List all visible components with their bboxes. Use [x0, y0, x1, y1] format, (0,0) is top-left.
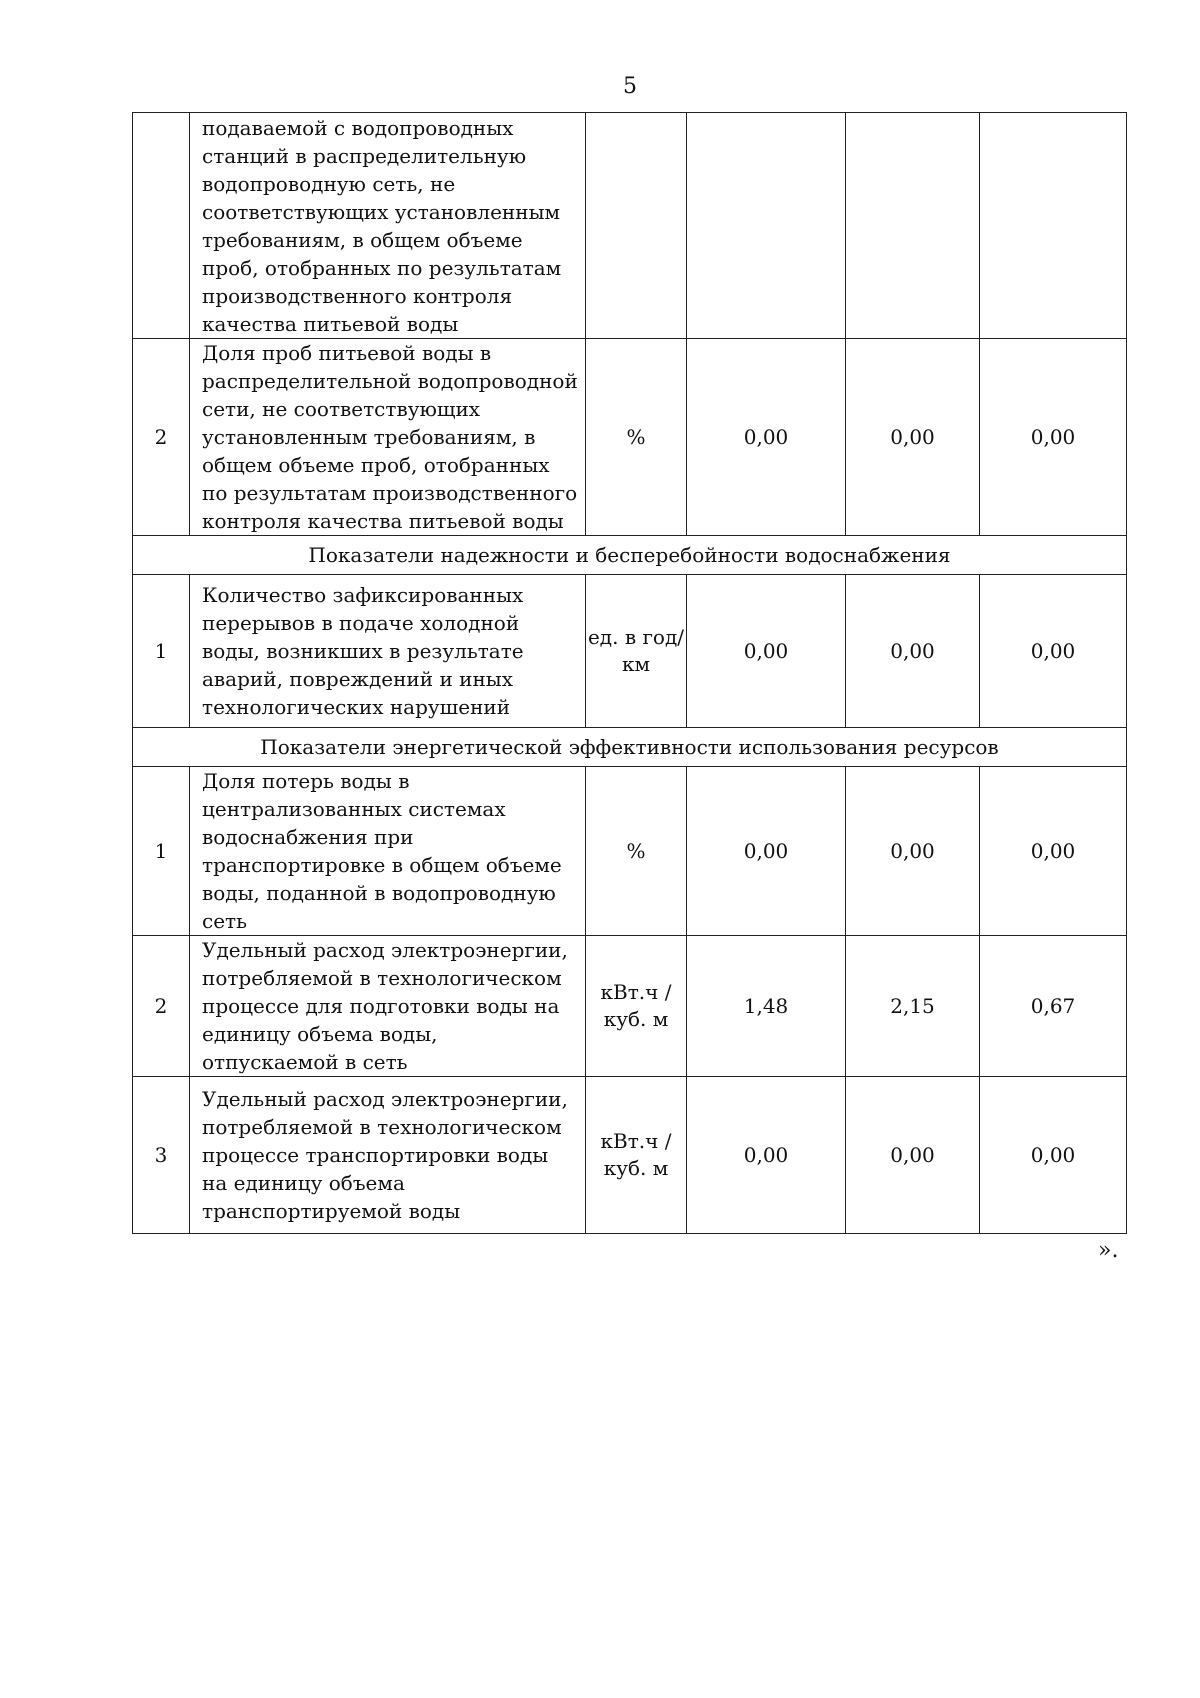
section-title: Показатели надежности и бесперебойности водоснабжения: [133, 536, 1127, 575]
value-cell-1: 1,48: [687, 936, 846, 1077]
indicator-description: Удельный расход электроэнергии, потребляемой в технологическом процессе для подготовки воды на единицу объема воды, отпускаемой в сеть: [190, 936, 586, 1077]
unit-cell: [586, 113, 687, 339]
row-number: 2: [133, 339, 190, 536]
indicator-description: подаваемой с водопроводных станций в распределительную водопроводную сеть, не соответствующих установленным требованиям, в общем объеме проб, отобранных по результатам производственного контроля качества питьевой воды: [190, 113, 586, 339]
value-cell-3: 0,00: [980, 767, 1127, 936]
value-cell-2: 0,00: [846, 339, 980, 536]
table-row-continued: [133, 113, 1127, 339]
value-cell-1: 0,00: [687, 575, 846, 728]
section-title: Показатели энергетической эффективности использования ресурсов: [133, 728, 1127, 767]
indicator-description: Удельный расход электроэнергии, потребляемой в технологическом процессе транспортировки воды на единицу объема транспортируемой воды: [190, 1077, 586, 1234]
closing-quote-mark: ».: [1098, 1238, 1119, 1263]
value-cell-2: 0,00: [846, 767, 980, 936]
value-cell-1: 0,00: [687, 339, 846, 536]
unit-cell: ед. в год/ км: [586, 575, 687, 728]
value-cell-2: 2,15: [846, 936, 980, 1077]
row-number: [133, 113, 190, 339]
value-cell-3: 0,00: [980, 1077, 1127, 1234]
value-cell-1: 0,00: [687, 767, 846, 936]
table-row-quality-2: [133, 339, 1127, 536]
row-number: 3: [133, 1077, 190, 1234]
unit-cell: кВт.ч / куб. м: [586, 936, 687, 1077]
unit-cell: кВт.ч / куб. м: [586, 1077, 687, 1234]
unit-cell: %: [586, 339, 687, 536]
value-cell-2: 0,00: [846, 1077, 980, 1234]
value-cell-2: 0,00: [846, 575, 980, 728]
table-row-energy-2: [133, 936, 1127, 1077]
unit-cell: %: [586, 767, 687, 936]
value-cell-3: 0,67: [980, 936, 1127, 1077]
indicator-description: Доля проб питьевой воды в распределительной водопроводной сети, не соответствующих установленным требованиям, в общем объеме проб, отобранных по результатам производственного контроля качества питьевой воды: [190, 339, 586, 536]
value-cell-3: 0,00: [980, 575, 1127, 728]
indicator-description: Количество зафиксированных перерывов в подаче холодной воды, возникших в результате аварий, повреждений и иных технологических нарушений: [190, 575, 586, 728]
table-row-energy-1: [133, 767, 1127, 936]
value-cell-1: 0,00: [687, 1077, 846, 1234]
section-header-reliability: [133, 536, 1127, 575]
indicator-description: Доля потерь воды в централизованных системах водоснабжения при транспортировке в общем объеме воды, поданной в водопроводную сеть: [190, 767, 586, 936]
value-cell-3: 0,00: [980, 339, 1127, 536]
page-number: 5: [623, 74, 637, 99]
table-row-energy-3: [133, 1077, 1127, 1234]
section-header-energy: [133, 728, 1127, 767]
row-number: 1: [133, 575, 190, 728]
row-number: 2: [133, 936, 190, 1077]
table-row-reliability-1: [133, 575, 1127, 728]
indicators-table: [132, 112, 1127, 1234]
row-number: 1: [133, 767, 190, 936]
value-cell-2: [846, 113, 980, 339]
value-cell-1: [687, 113, 846, 339]
value-cell-3: [980, 113, 1127, 339]
